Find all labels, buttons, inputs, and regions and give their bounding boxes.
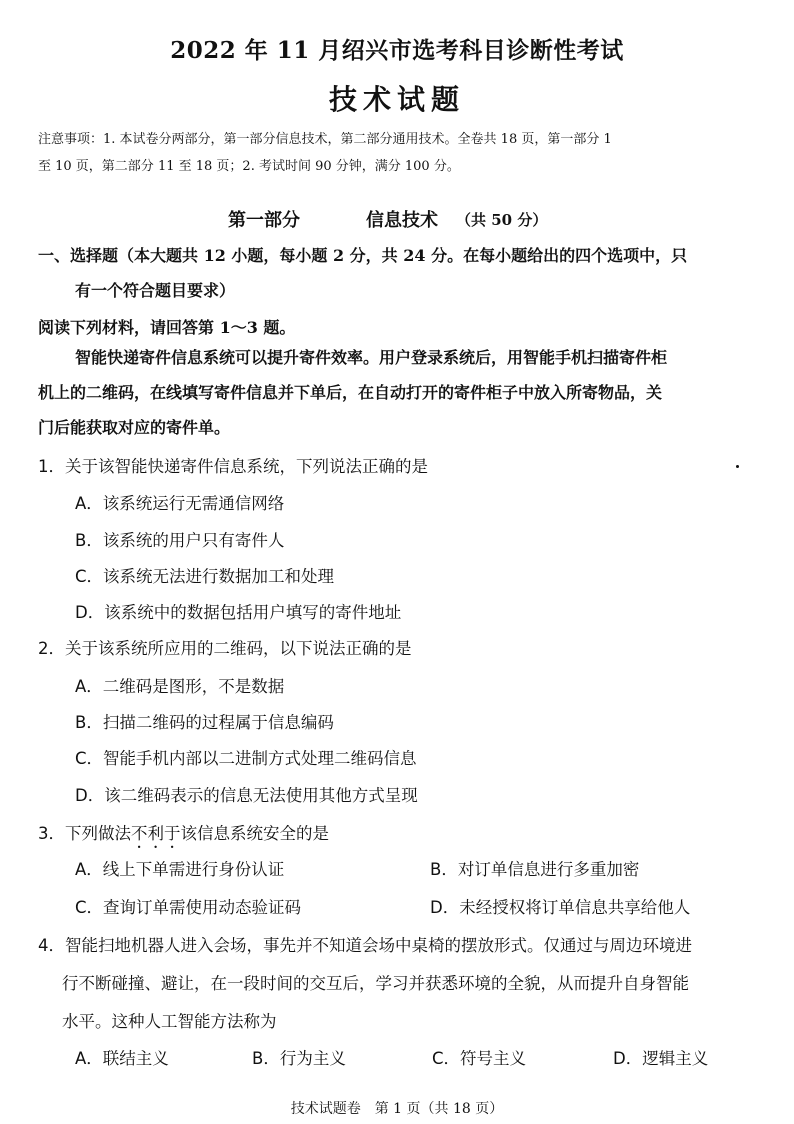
question-3-stem-pre: 3．下列做法 [38,824,131,843]
question-4-option-b: B．行为主义 [252,1049,346,1068]
question-1-option-d: D．该系统中的数据包括用户填写的寄件地址 [75,603,402,622]
question-2-option-b: B．扫描二维码的过程属于信息编码 [75,713,334,732]
question-3-option-a: A．线上下单需进行身份认证 [75,860,285,879]
question-2-option-a: A．二维码是图形，不是数据 [75,677,285,696]
scan-speck [736,465,739,468]
notice-line-1: 注意事项：1. 本试卷分两部分，第一部分信息技术，第二部分通用技术。全卷共 18 页，第一部分 1 [38,132,612,147]
exam-subtitle: 技术试题 [328,83,465,116]
instructions-line-2: 有一个符合题目要求） [75,281,236,300]
question-1-stem: 1．关于该智能快递寄件信息系统，下列说法正确的是 [38,457,428,476]
page-footer: 技术试题卷 第 1 页（共 18 页） [290,1101,504,1117]
question-4-option-c: C．符号主义 [432,1049,527,1068]
question-3-option-b: B．对订单信息进行多重加密 [430,860,640,879]
question-2-option-d: D．该二维码表示的信息无法使用其他方式呈现 [75,786,418,805]
question-3-stem-emphasis: 不利于 [131,824,181,843]
question-3-stem-post: 该信息系统安全的是 [180,824,329,843]
question-2-option-c: C．智能手机内部以二进制方式处理二维码信息 [75,749,417,768]
question-1-option-b: B．该系统的用户只有寄件人 [75,531,285,550]
question-3-option-d: D．未经授权将订单信息共享给他人 [430,898,691,917]
material-line-2: 机上的二维码，在线填写寄件信息并下单后，在自动打开的寄件柜子中放入所寄物品，关 [38,383,663,402]
reading-instruction: 阅读下列材料，请回答第 1～3 题。 [38,318,296,337]
question-3-option-c: C．查询订单需使用动态验证码 [75,898,302,917]
question-1-option-c: C．该系统无法进行数据加工和处理 [75,567,335,586]
section-part: 第一部分 [228,210,300,231]
question-2-stem: 2．关于该系统所应用的二维码，以下说法正确的是 [38,639,412,658]
question-1-option-a: A．该系统运行无需通信网络 [75,494,285,513]
question-3-stem [38,820,329,852]
material-line-3: 门后能获取对应的寄件单。 [38,418,231,437]
question-4-line-2: 行不断碰撞、避让，在一段时间的交互后，学习并获悉环境的全貌，从而提升自身智能 [62,974,689,993]
section-score: （共 50 分） [456,211,548,229]
exam-title: 2022 年 11 月绍兴市选考科目诊断性考试 [170,37,624,64]
question-4-option-d: D．逻辑主义 [613,1049,709,1068]
question-4-line-1: 4．智能扫地机器人进入会场，事先并不知道会场中桌椅的摆放形式。仅通过与周边环境进 [38,936,692,955]
notice-line-2: 至 10 页，第二部分 11 至 18 页；2. 考试时间 90 分钟，满分 100 分。 [38,159,460,174]
section-name: 信息技术 [366,210,438,231]
instructions-line-1: 一、选择题（本大题共 12 小题，每小题 2 分，共 24 分。在每小题给出的四个选项中，只 [38,246,688,265]
material-line-1: 智能快递寄件信息系统可以提升寄件效率。用户登录系统后，用智能手机扫描寄件柜 [75,348,668,367]
question-4-option-a: A．联结主义 [75,1049,169,1068]
question-4-line-3: 水平。这种人工智能方法称为 [62,1012,277,1031]
